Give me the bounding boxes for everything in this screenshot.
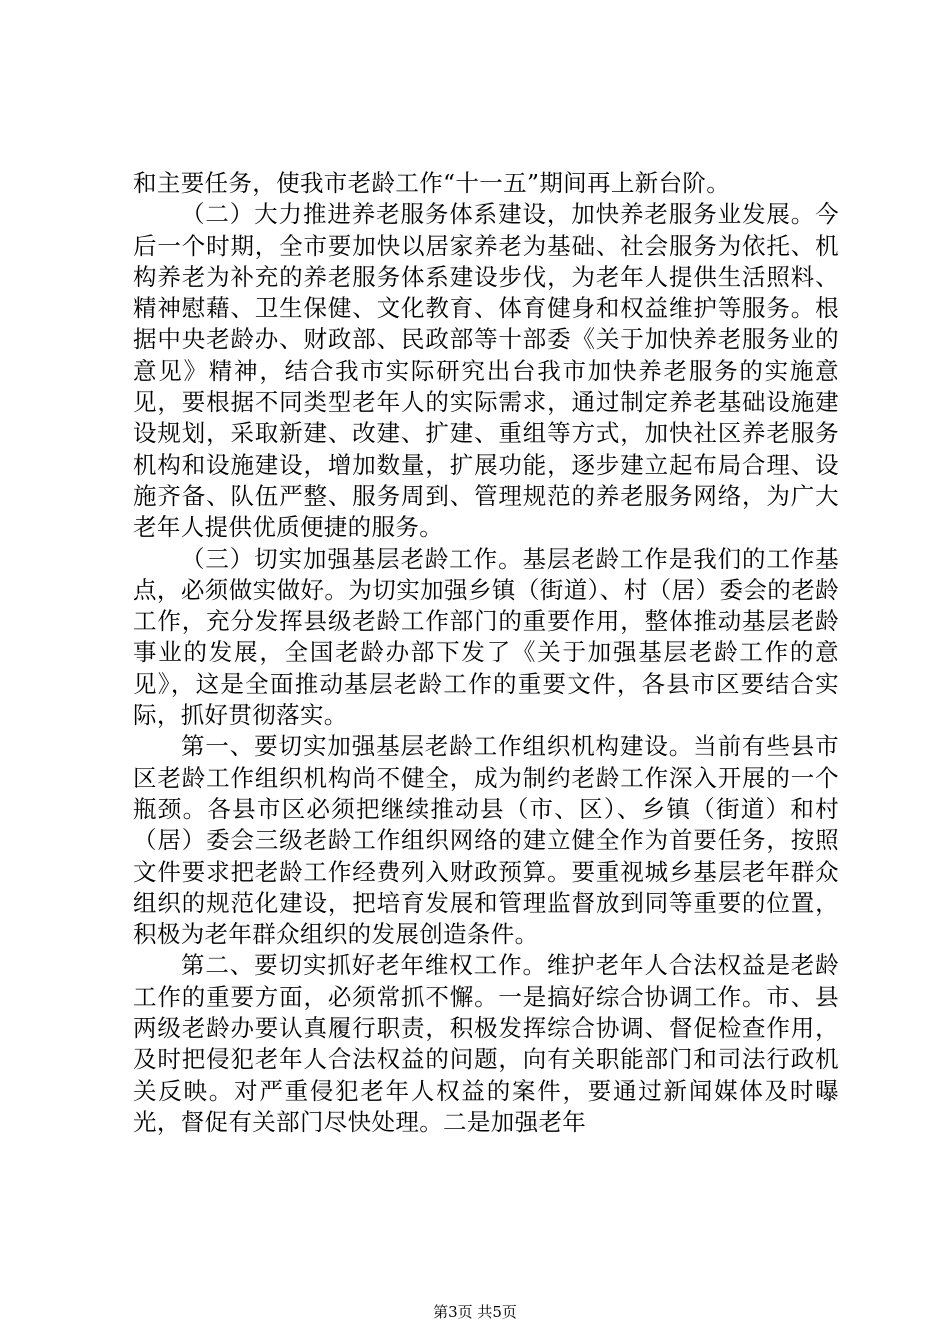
paragraph-second-rights: 第二、要切实抓好老年维权工作。维护老年人合法权益是老龄工作的重要方面，必须常抓不懈。一是搞好综合协调工作。市、县两级老龄办要认真履行职责，积极发挥综合协调、督促检查作用，及时把侵犯老年人合法权益的问题，向有关职能部门和司法行政机关反映。对严重侵犯老年人权益的案件，要通过新闻媒体及时曝光，督促有关部门尽快处理。二是加强老年 xyxy=(133,951,839,1136)
paragraph-elderly-care-service: （二）大力推进养老服务体系建设，加快养老服务业发展。今后一个时期，全市要加快以居家养老为基础、社会服务为依托、机构养老为补充的养老服务体系建设步伐，为老年人提供生活照料、精神慰藉、卫生保健、文化教育、体育健身和权益维护等服务。根据中央老龄办、财政部、民政部等十部委《关于加快养老服务业的意见》精神，结合我市实际研究出台我市加快养老服务的实施意见，要根据不同类型老年人的实际需求，通过制定养老基础设施建设规划，采取新建、改建、扩建、重组等方式，加快社区养老服务机构和设施建设，增加数量，扩展功能，逐步建立起布局合理、设施齐备、队伍严整、服务周到、管理规范的养老服务网络，为广大老年人提供优质便捷的服务。 xyxy=(133,200,839,542)
paragraph-grassroots-work: （三）切实加强基层老龄工作。基层老龄工作是我们的工作基点，必须做实做好。为切实加强乡镇（街道）、村（居）委会的老龄工作，充分发挥县级老龄工作部门的重要作用，整体推动基层老龄事业的发展，全国老龄办部下发了《关于加强基层老龄工作的意见》，这是全面推动基层老龄工作的重要文件，各县市区要结合实际，抓好贯彻落实。 xyxy=(133,544,839,730)
page-number-footer: 第3页 共5页 xyxy=(433,1303,517,1321)
document-body xyxy=(133,168,839,1138)
paragraph-continuation: 和主要任务，使我市老龄工作“十一五”期间再上新台阶。 xyxy=(133,169,731,197)
paragraph-first-organization: 第一、要切实加强基层老龄工作组织机构建设。当前有些县市区老龄工作组织机构尚不健全，成为制约老龄工作深入开展的一个瓶颈。各县市区必须把继续推动县（市、区）、乡镇（街道）和村（居）委会三级老龄工作组织网络的建立健全作为首要任务，按照文件要求把老龄工作经费列入财政预算。要重视城乡基层老年群众组织的规范化建设，把培育发展和管理监督放到同等重要的位置，积极为老年群众组织的发展创造条件。 xyxy=(133,732,839,949)
